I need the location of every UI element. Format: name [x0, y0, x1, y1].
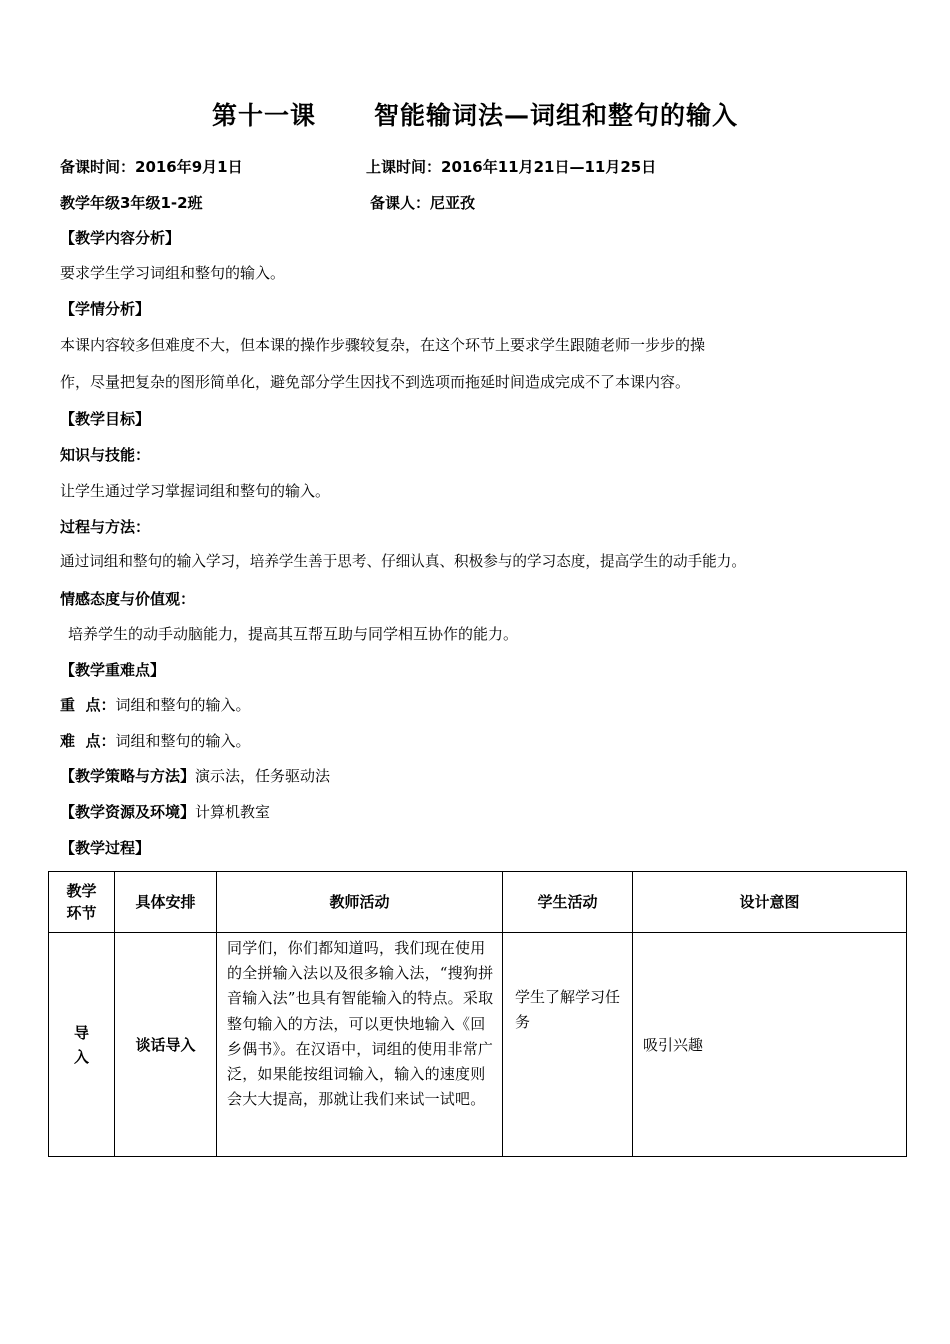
design-intent-cell: 吸引兴趣	[633, 933, 907, 1157]
difficulty-row	[60, 730, 250, 752]
resources-text: 计算机教室	[195, 803, 271, 821]
content-analysis-text: 要求学生学习词组和整句的输入。	[60, 264, 286, 282]
strategy-label: 【教学策略与方法】	[60, 767, 196, 785]
header-stage-line-2: 环节	[66, 904, 97, 922]
key-point-row	[60, 694, 250, 716]
student-activity-cell: 学生了解学习任务	[503, 933, 633, 1157]
emotion-text: 培养学生的动手动脑能力，提高其互帮互助与同学相互协作的能力。	[68, 625, 519, 643]
stage-line-1: 导	[73, 1023, 89, 1042]
header-student-activity: 学生活动	[503, 872, 633, 933]
stage-cell	[49, 933, 115, 1157]
grade-class: 教学年级3年级1-2班	[60, 194, 203, 212]
strategy-row	[60, 765, 330, 787]
prep-time: 备课时间：2016年9月1日	[60, 158, 243, 176]
resources-row	[60, 801, 270, 823]
header-teacher-activity: 教师活动	[217, 872, 503, 933]
learner-analysis-line-1: 本课内容较多但难度不大，但本课的操作步骤较复杂，在这个环节上要求学生跟随老师一步步的操	[60, 336, 706, 354]
knowledge-heading: 知识与技能：	[60, 446, 151, 464]
process-method-text: 通过词组和整句的输入学习，培养学生善于思考、仔细认真、积极参与的学习态度，提高学生的动手能力。	[60, 553, 746, 570]
difficulty-label: 难 点：	[60, 732, 116, 750]
header-arrangement: 具体安排	[115, 872, 217, 933]
content-analysis-heading: 【教学内容分析】	[60, 229, 181, 247]
lesson-number: 第十一课	[211, 101, 316, 130]
stage-line-2: 入	[73, 1047, 89, 1066]
table-row	[49, 933, 907, 1157]
goals-heading: 【教学目标】	[60, 410, 151, 428]
learner-analysis-heading: 【学情分析】	[60, 300, 151, 318]
header-design-intent: 设计意图	[633, 872, 907, 933]
knowledge-text: 让学生通过学习掌握词组和整句的输入。	[60, 482, 331, 500]
strategy-text: 演示法，任务驱动法	[195, 767, 331, 785]
process-method-heading: 过程与方法：	[60, 518, 151, 536]
header-stage	[49, 872, 115, 933]
preparer: 备课人：尼亚孜	[370, 194, 476, 212]
header-stage-line-1: 教学	[66, 882, 97, 900]
emotion-heading: 情感态度与价值观：	[60, 590, 196, 608]
key-point-label: 重 点：	[60, 696, 116, 714]
key-points-heading: 【教学重难点】	[60, 661, 166, 679]
learner-analysis-line-2: 作，尽量把复杂的图形简单化，避免部分学生因找不到选项而拖延时间造成完成不了本课内容。	[60, 373, 691, 391]
teaching-process-table	[48, 871, 907, 1157]
teaching-process-heading: 【教学过程】	[60, 839, 151, 857]
teacher-activity-cell: 同学们，你们都知道吗，我们现在使用的全拼输入法以及很多输入法，“搜狗拼音输入法”也具有智能输入的特点。采取整句输入的方法，可以更快地输入《回乡偶书》。在汉语中，词组的使用非常广泛，如果能按组词输入，输入的速度则会大大提高，那就让我们来试一试吧。	[217, 933, 503, 1157]
class-time: 上课时间：2016年11月21日—11月25日	[366, 158, 657, 176]
arrangement-cell: 谈话导入	[115, 933, 217, 1157]
difficulty-text: 词组和整句的输入。	[115, 732, 251, 750]
resources-label: 【教学资源及环境】	[60, 803, 196, 821]
page-title	[0, 96, 950, 132]
lesson-topic: 智能输词法—词组和整句的输入	[374, 101, 739, 130]
key-point-text: 词组和整句的输入。	[115, 696, 251, 714]
table-header-row	[49, 872, 907, 933]
